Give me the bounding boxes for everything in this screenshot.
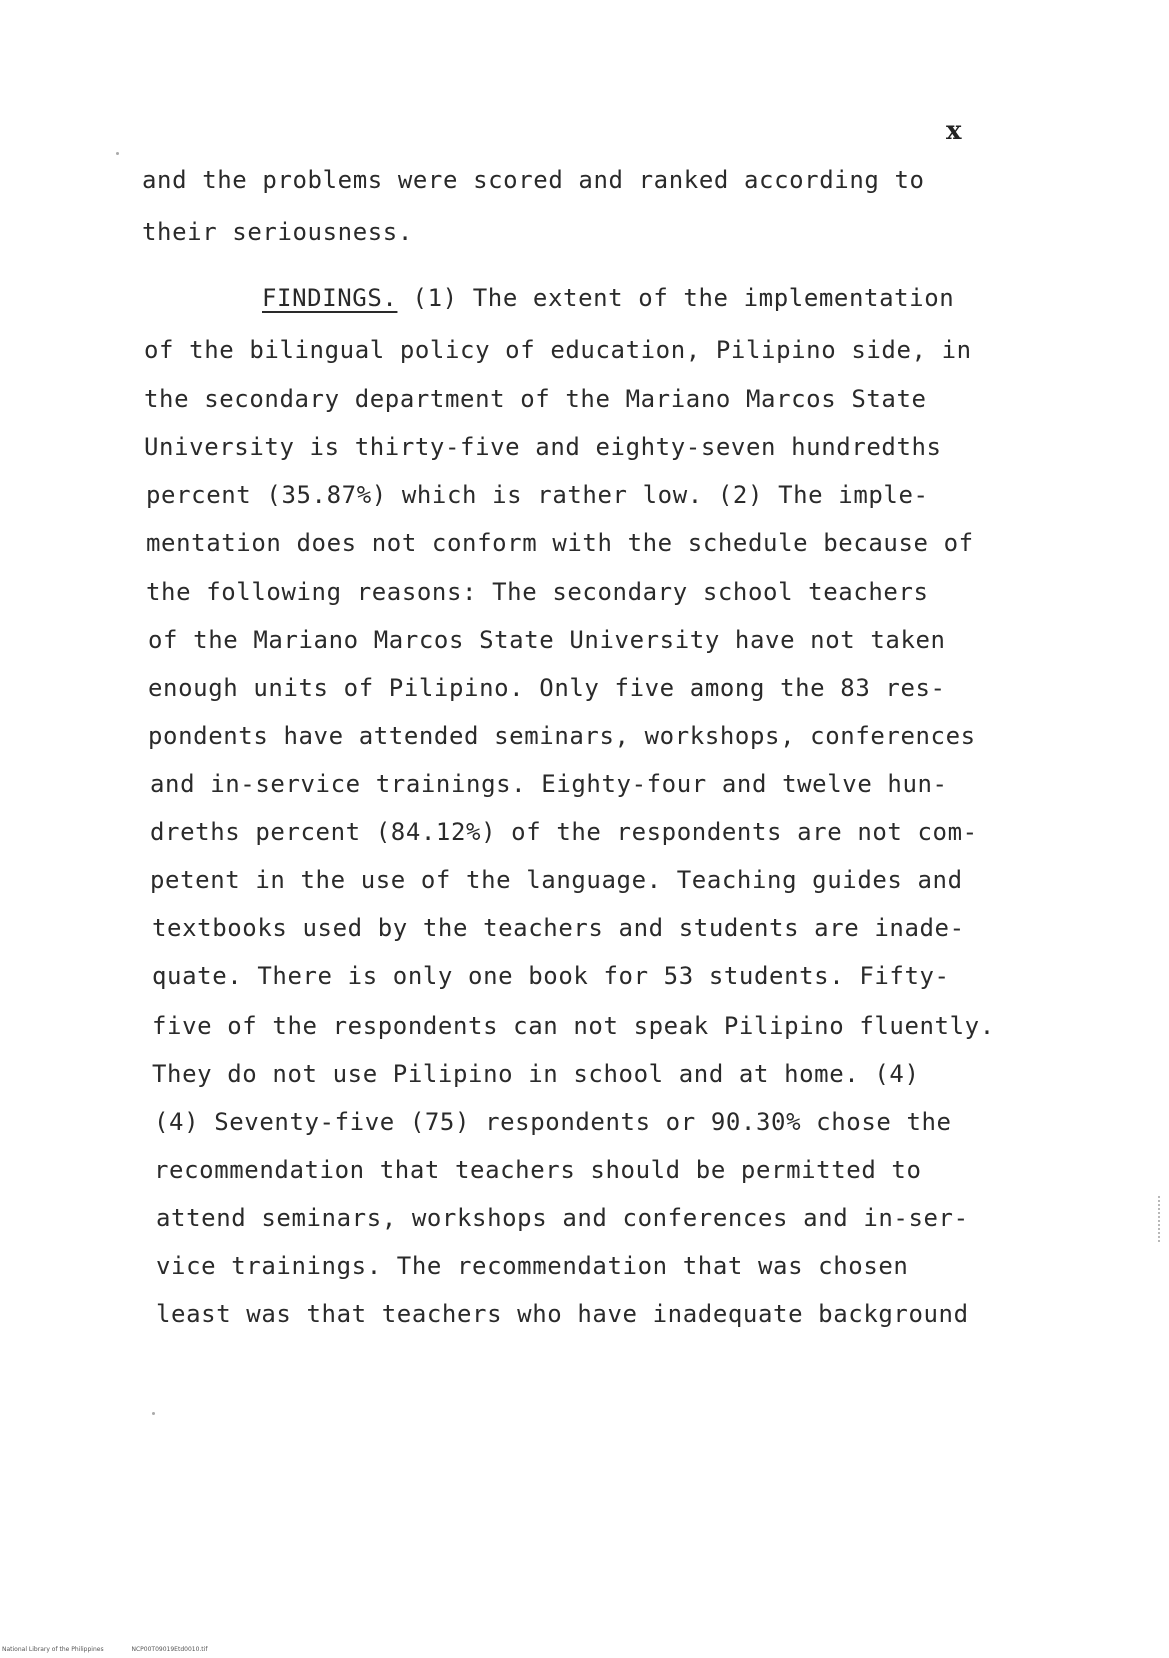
text-line-16: textbooks used by the teachers and students are inade- [152,914,965,942]
text-line-9: the following reasons: The secondary school teachers [146,578,929,606]
text-line-12: pondents have attended seminars, workshops, conferences [148,722,976,750]
findings-heading: FINDINGS. [262,284,398,312]
text-line-5: the secondary department of the Mariano Marcos State [144,385,927,413]
text-line-20: (4) Seventy-five (75) respondents or 90.30% chose the [154,1108,952,1136]
footer-file-id: NCP00T09019Etd0010.tif [131,1646,208,1653]
text-line-22: attend seminars, workshops and conferences and in-ser- [156,1204,969,1232]
text-line-13: and in-service trainings. Eighty-four and twelve hun- [150,770,948,798]
footer-library: National Library of the Philippines [2,1646,104,1653]
scan-speck [116,152,119,155]
text-line-21: recommendation that teachers should be permitted to [154,1156,922,1184]
text-line-11: enough units of Pilipino. Only five among the 83 res- [148,674,946,702]
text-line-6: University is thirty-five and eighty-seven hundredths [144,433,942,461]
text-line-8: mentation does not conform with the schedule because of [146,529,974,557]
text-line-19: They do not use Pilipino in school and at home. (4) [152,1060,920,1088]
text-line-24: least was that teachers who have inadequate background [156,1300,969,1328]
text-line-17: quate. There is only one book for 53 students. Fifty- [152,962,950,990]
scan-footer [2,1646,233,1653]
findings-line-text: The extent of the implementation [472,284,955,312]
text-line-18: five of the respondents can not speak Pilipino fluently. [152,1012,995,1040]
text-line-14: dreths percent (84.12%) of the respondents are not com- [150,818,978,846]
findings-number: (1) [412,284,458,312]
text-line-15: petent in the use of the language. Teaching guides and [150,866,963,894]
page-number: x [946,116,962,146]
text-line-7: percent (35.87%) which is rather low. (2) The imple- [146,481,929,509]
text-line-1: and the problems were scored and ranked according to [142,166,925,194]
scan-speck [152,1412,155,1415]
text-line-10: of the Mariano Marcos State University have not taken [148,626,946,654]
text-line-2: their seriousness. [142,218,413,246]
scan-edge-marks [1158,1196,1162,1242]
text-line-23: vice trainings. The recommendation that was chosen [156,1252,909,1280]
findings-line [262,284,954,312]
text-line-4: of the bilingual policy of education, Pilipino side, in [144,336,972,364]
